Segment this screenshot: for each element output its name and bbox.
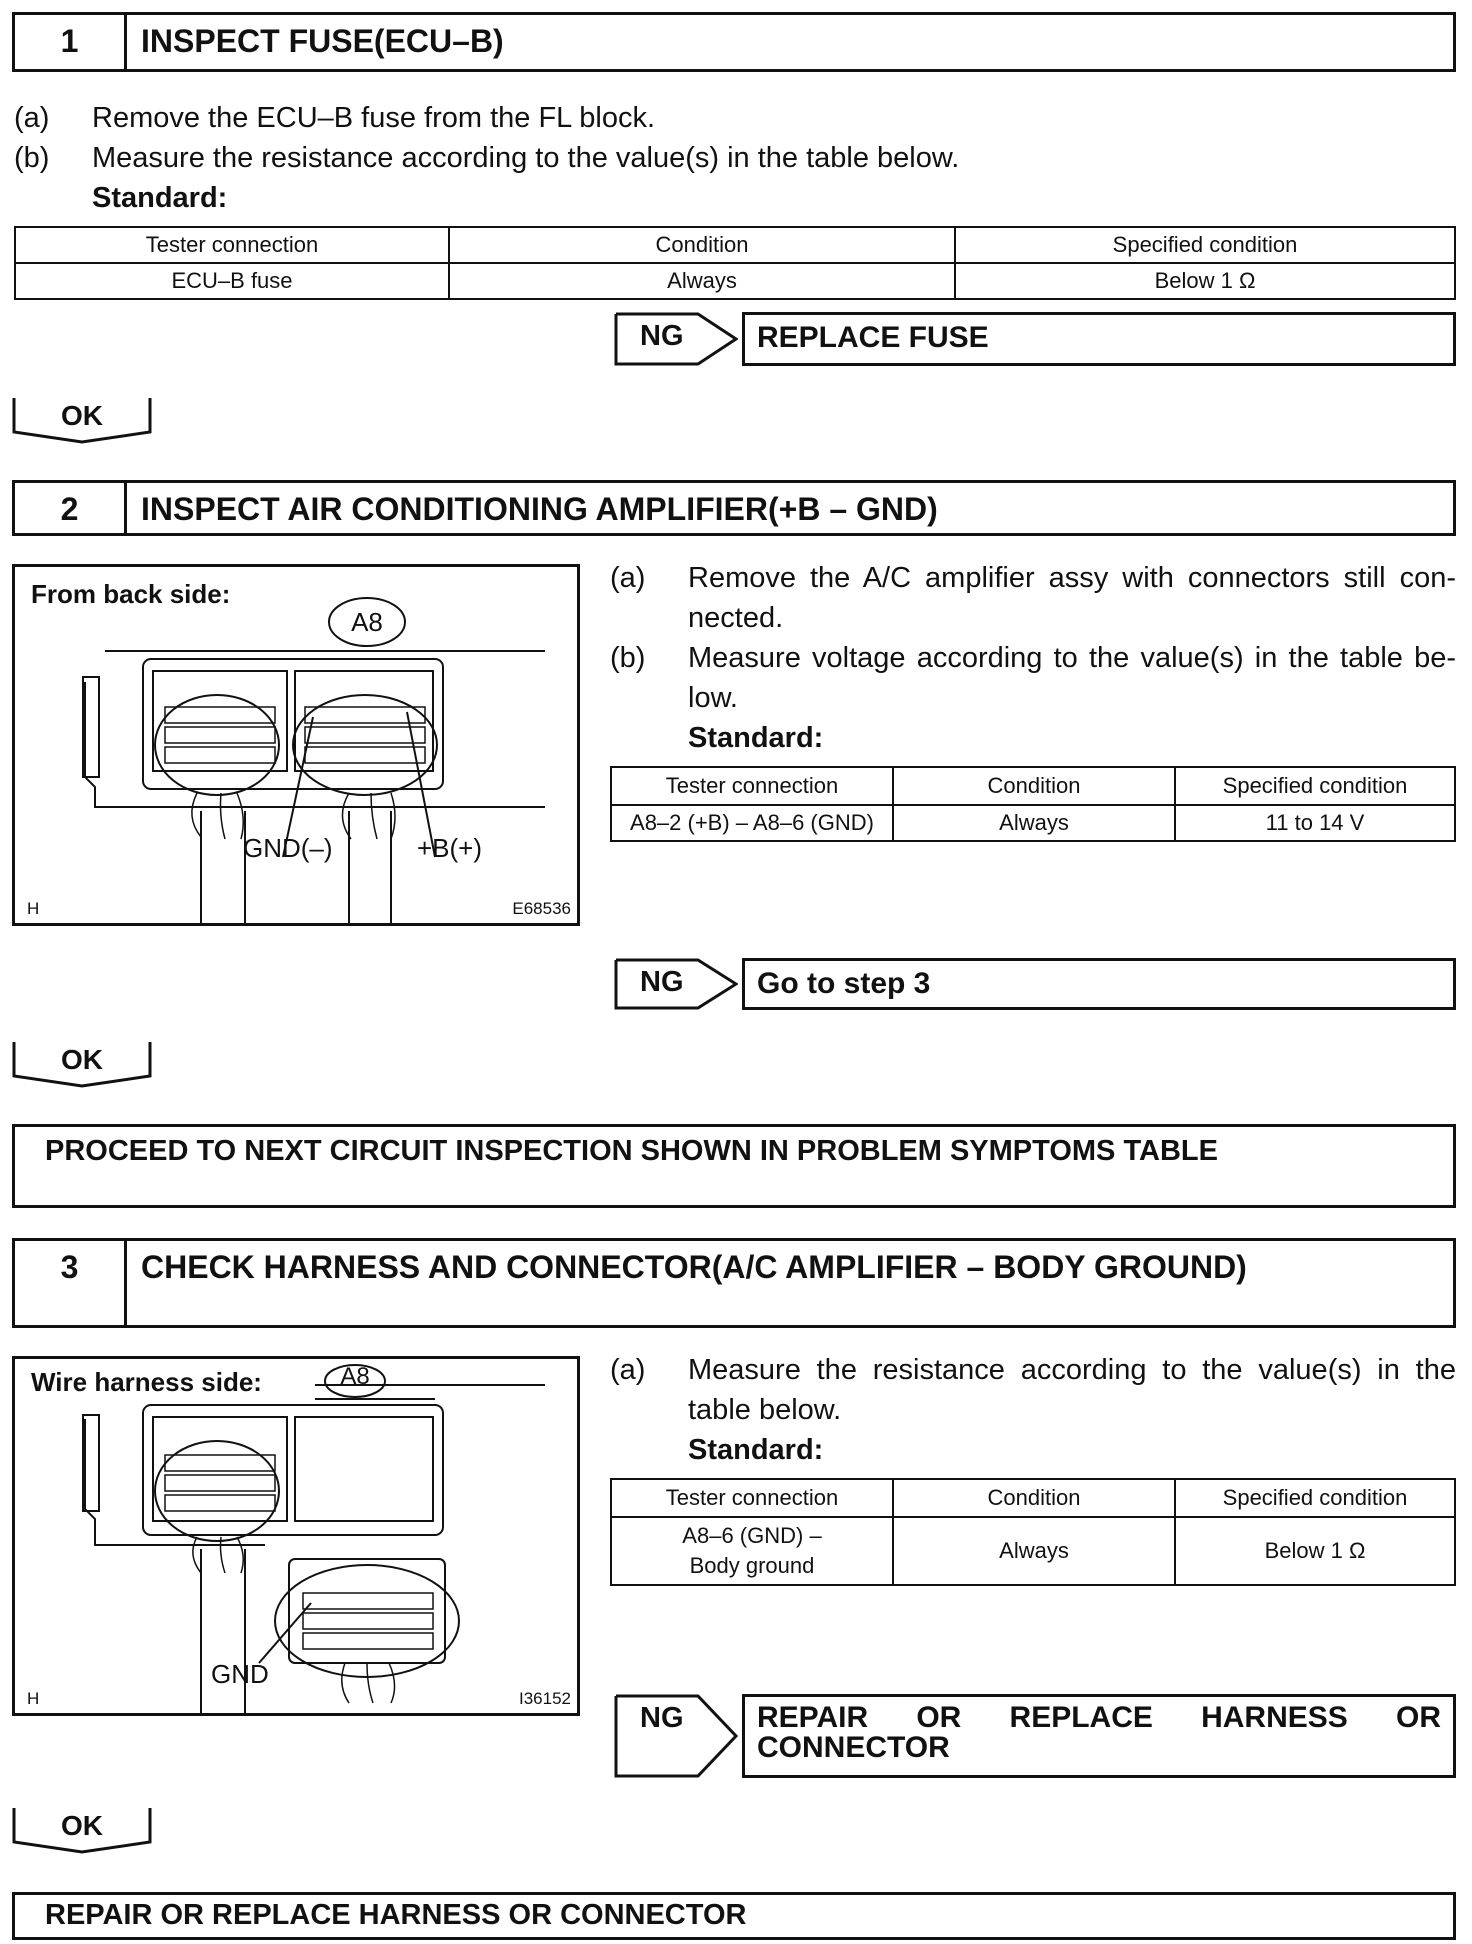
step1-standard-label: Standard: xyxy=(92,182,228,214)
cell-specified-condition: 11 to 14 V xyxy=(1175,805,1455,841)
proceed-box: PROCEED TO NEXT CIRCUIT INSPECTION SHOWN IN PROBLEM SYMPTOMS TABLE xyxy=(12,1124,1456,1208)
figure-corner-letter: H xyxy=(27,899,40,918)
step1-ok-tag xyxy=(12,396,152,444)
step2-figure xyxy=(12,564,580,926)
step2-step-a xyxy=(610,558,1456,638)
step3-ng-result xyxy=(742,1694,1456,1778)
step1-title: INSPECT FUSE(ECU–B) xyxy=(141,23,504,59)
header-condition: Condition xyxy=(893,767,1175,805)
connector-diagram xyxy=(15,567,577,923)
ok-label: OK xyxy=(61,1810,103,1841)
header-tester-connection: Tester connection xyxy=(15,227,449,263)
figure-caption: Wire harness side: xyxy=(31,1367,262,1397)
cell-tester-connection xyxy=(611,1517,893,1585)
step2-ok-tag xyxy=(12,1040,152,1088)
step-text-line1: Remove the A/C amplifier assy with connectors still con- xyxy=(688,562,1456,594)
step3-number: 3 xyxy=(15,1241,127,1325)
step3-step-a xyxy=(610,1350,1456,1430)
step2-spec-table xyxy=(610,766,1456,842)
step-label: (a) xyxy=(610,1354,646,1386)
table-row xyxy=(611,1517,1455,1585)
ng-label: NG xyxy=(640,966,684,998)
step1-ng-result: REPLACE FUSE xyxy=(742,312,1456,366)
ng-word: HARNESS xyxy=(1201,1701,1348,1734)
header-condition: Condition xyxy=(449,227,955,263)
step2-standard-label: Standard: xyxy=(688,722,824,754)
final-result-box: REPAIR OR REPLACE HARNESS OR CONNECTOR xyxy=(12,1892,1456,1940)
step-text-line2: table below. xyxy=(688,1394,842,1426)
pos-label: +B(+) xyxy=(417,833,483,863)
cell-condition: Always xyxy=(449,263,955,299)
step-text-line2: low. xyxy=(688,682,738,714)
connector-label: A8 xyxy=(351,607,383,637)
step2-number: 2 xyxy=(15,483,127,533)
ng-word: REPLACE xyxy=(1009,1701,1153,1734)
step1-ng-tag xyxy=(614,312,738,366)
step3-figure xyxy=(12,1356,580,1716)
figure-caption: From back side: xyxy=(31,579,231,609)
figure-id: E68536 xyxy=(512,899,571,918)
step3-ok-tag xyxy=(12,1806,152,1854)
step-text: Measure the resistance according to the value(s) in the table below. xyxy=(92,142,960,174)
step-label: (a) xyxy=(610,562,646,594)
header-condition: Condition xyxy=(893,1479,1175,1517)
figure-id: I36152 xyxy=(519,1689,571,1708)
step3-standard-label: Standard: xyxy=(688,1434,824,1466)
header-tester-connection: Tester connection xyxy=(611,1479,893,1517)
gnd-label: GND xyxy=(211,1659,269,1689)
step-text-line1: Measure the resistance according to the value(s) in the xyxy=(688,1354,1456,1386)
cell-condition: Always xyxy=(893,805,1175,841)
cell-condition: Always xyxy=(893,1517,1175,1585)
step-text-line2: nected. xyxy=(688,602,784,634)
ng-word: OR xyxy=(916,1701,962,1734)
step-text: Remove the ECU–B fuse from the FL block. xyxy=(92,102,656,134)
step-label: (a) xyxy=(14,102,50,134)
step-label: (b) xyxy=(14,142,50,174)
connector-diagram xyxy=(15,1359,577,1713)
cell-specified-condition: Below 1 Ω xyxy=(955,263,1455,299)
ng-result-line1 xyxy=(757,1703,1441,1733)
step-label: (b) xyxy=(610,642,646,674)
step2-header xyxy=(12,480,1456,536)
ng-label: NG xyxy=(640,320,684,352)
header-tester-connection: Tester connection xyxy=(611,767,893,805)
ng-result-line2: CONNECTOR xyxy=(757,1731,950,1764)
header-specified-condition: Specified condition xyxy=(1175,1479,1455,1517)
step2-ng-tag xyxy=(614,958,738,1010)
ok-label: OK xyxy=(61,400,103,431)
step2-step-b xyxy=(610,638,1456,718)
cell-tester-connection: A8–2 (+B) – A8–6 (GND) xyxy=(611,805,893,841)
header-specified-condition: Specified condition xyxy=(955,227,1455,263)
cell-specified-condition: Below 1 Ω xyxy=(1175,1517,1455,1585)
ok-label: OK xyxy=(61,1044,103,1075)
step1-header xyxy=(12,12,1456,72)
step3-spec-table xyxy=(610,1478,1456,1586)
connector-label: A8 xyxy=(340,1363,370,1390)
ng-word: REPAIR xyxy=(757,1701,869,1734)
cell-line: A8–6 (GND) – xyxy=(682,1523,822,1548)
step2-ng-result: Go to step 3 xyxy=(742,958,1456,1010)
header-specified-condition: Specified condition xyxy=(1175,767,1455,805)
gnd-label: GND(–) xyxy=(243,833,333,863)
step2-title: INSPECT AIR CONDITIONING AMPLIFIER(+B – GND) xyxy=(141,491,938,527)
table-row xyxy=(15,263,1455,299)
ng-word: OR xyxy=(1396,1701,1441,1734)
step1-number: 1 xyxy=(15,15,127,69)
cell-tester-connection: ECU–B fuse xyxy=(15,263,449,299)
step3-title: CHECK HARNESS AND CONNECTOR(A/C AMPLIFIER – BODY GROUND) xyxy=(141,1249,1247,1285)
ng-label: NG xyxy=(640,1702,684,1734)
figure-corner-letter: H xyxy=(27,1689,40,1708)
step3-header xyxy=(12,1238,1456,1328)
step3-ng-tag xyxy=(614,1694,738,1778)
cell-line: Body ground xyxy=(689,1553,815,1578)
step-text-line1: Measure voltage according to the value(s) in the table be- xyxy=(688,642,1456,674)
step1-spec-table xyxy=(14,226,1456,300)
table-row xyxy=(611,805,1455,841)
